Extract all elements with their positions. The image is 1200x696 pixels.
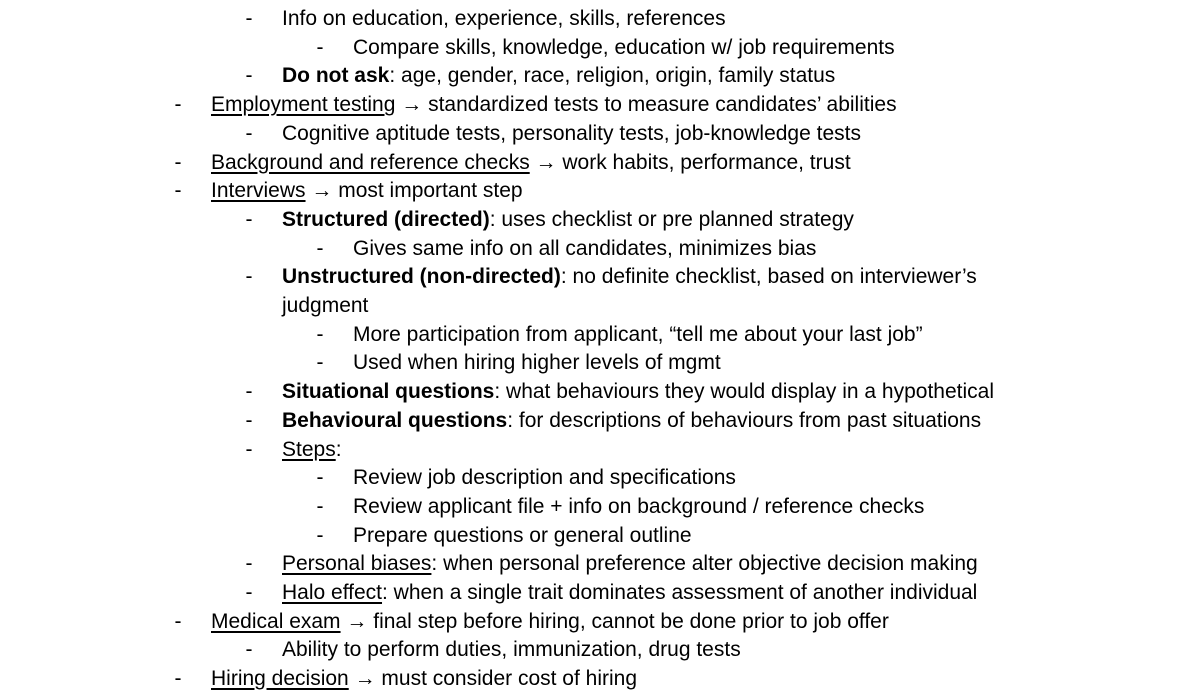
list-item [0,522,1200,550]
list-item [0,436,1200,464]
bold-term: Behavioural questions [282,408,508,432]
text-run: More participation from applicant, “tell me about your last job” [353,322,923,346]
list-item [0,349,1200,377]
list-item [0,206,1200,234]
bullet-marker: - [245,408,253,432]
list-item-text [353,464,736,492]
text-run: Ability to perform duties, immunization, drug tests [282,638,741,662]
bullet-marker: - [245,265,253,289]
text-run: Gives same info on all candidates, minimizes bias [353,236,817,260]
list-item [0,62,1200,90]
list-item-text [282,62,835,90]
bullet-marker: - [174,150,182,174]
list-item [0,493,1200,521]
list-item [0,608,1200,636]
text-run: : [335,437,342,461]
list-item [0,120,1200,148]
list-item [0,665,1200,693]
list-item-text [282,436,342,464]
list-item-text [211,665,637,693]
bullet-marker: - [316,236,324,260]
list-item-text [282,636,741,664]
list-item-text [353,349,721,377]
list-item-text [282,206,854,234]
list-item [0,263,1200,291]
underlined-term: Hiring decision [211,667,349,691]
text-run: → standardized tests to measure candidates’ abilities [395,93,897,117]
bullet-marker: - [174,667,182,691]
list-item-text [282,378,994,406]
bullet-marker: - [174,93,182,117]
bullet-marker: - [245,638,253,662]
list-item-text [282,263,977,291]
text-run: judgment [282,294,369,317]
list-item-text [211,91,897,119]
list-item-text [353,321,923,349]
text-run: Prepare questions or general outline [353,523,692,547]
list-item [0,321,1200,349]
text-run: → final step before hiring, cannot be done prior to job offer [340,609,889,633]
list-item-text [353,235,816,263]
bullet-marker: - [316,351,324,375]
text-run: → must consider cost of hiring [348,667,638,691]
list-item [0,149,1200,177]
bullet-marker: - [245,581,253,604]
bullet-marker: - [316,466,324,490]
bullet-marker: - [316,494,324,518]
underlined-term: Employment testing [211,93,396,117]
list-item-text [211,608,889,636]
bold-term: Situational questions [282,380,495,404]
list-item [0,91,1200,119]
list-item [0,177,1200,205]
bullet-marker: - [316,35,324,59]
underlined-term: Medical exam [211,609,341,633]
bullet-marker: - [316,523,324,547]
underlined-term: Background and reference checks [211,150,530,174]
list-item-text [282,550,978,578]
list-item-continuation [0,292,1200,320]
bold-term: Unstructured (non-directed) [282,265,561,289]
text-run: : for descriptions of behaviours from past situations [507,408,982,432]
bullet-marker: - [316,322,324,346]
bold-term: Do not ask [282,64,390,88]
list-item-text [282,5,726,33]
bullet-marker: - [245,437,253,461]
text-run: Cognitive aptitude tests, personality tests, job-knowledge tests [282,121,861,145]
list-item-text [282,579,977,607]
text-run: Used when hiring higher levels of mgmt [353,351,721,375]
list-item-text [353,493,924,521]
list-item [0,579,1200,607]
text-run: Info on education, experience, skills, references [282,7,726,30]
list-item-text [353,34,895,62]
underlined-term: Steps [282,437,336,461]
underlined-term: Halo effect [282,581,383,604]
list-item-text [353,522,692,550]
text-run: : uses checklist or pre planned strategy [489,207,854,231]
list-item-text [282,292,368,320]
text-run: Review job description and specifications [353,466,736,490]
text-run: : age, gender, race, religion, origin, family status [389,64,836,88]
list-item-text [282,407,981,435]
text-run: : no definite checklist, based on interviewer’s [560,265,977,289]
text-run: → work habits, performance, trust [529,150,851,174]
bullet-marker: - [245,7,253,30]
bullet-marker: - [245,64,253,88]
list-item-text [211,177,523,205]
text-run: : when a single trait dominates assessment of another individual [382,581,978,604]
bullet-marker: - [245,552,253,576]
list-item [0,464,1200,492]
text-run: : what behaviours they would display in a hypothetical [494,380,994,404]
list-item [0,378,1200,406]
list-item [0,407,1200,435]
text-run: Compare skills, knowledge, education w/ job requirements [353,35,895,59]
text-run: : when personal preference alter objective decision making [431,552,978,576]
text-run: Review applicant file + info on background / reference checks [353,494,925,518]
bullet-marker: - [245,121,253,145]
underlined-term: Personal biases [282,552,432,576]
text-run: → most important step [305,179,523,203]
list-item-text [282,120,861,148]
list-item [0,235,1200,263]
bullet-marker: - [245,207,253,231]
bullet-marker: - [174,609,182,633]
bullet-marker: - [245,380,253,404]
list-item [0,34,1200,62]
bullet-marker: - [174,179,182,203]
bold-term: Structured (directed) [282,207,490,231]
list-item [0,636,1200,664]
list-item [0,550,1200,578]
underlined-term: Interviews [211,179,306,203]
list-item [0,5,1200,33]
list-item-text [211,149,851,177]
